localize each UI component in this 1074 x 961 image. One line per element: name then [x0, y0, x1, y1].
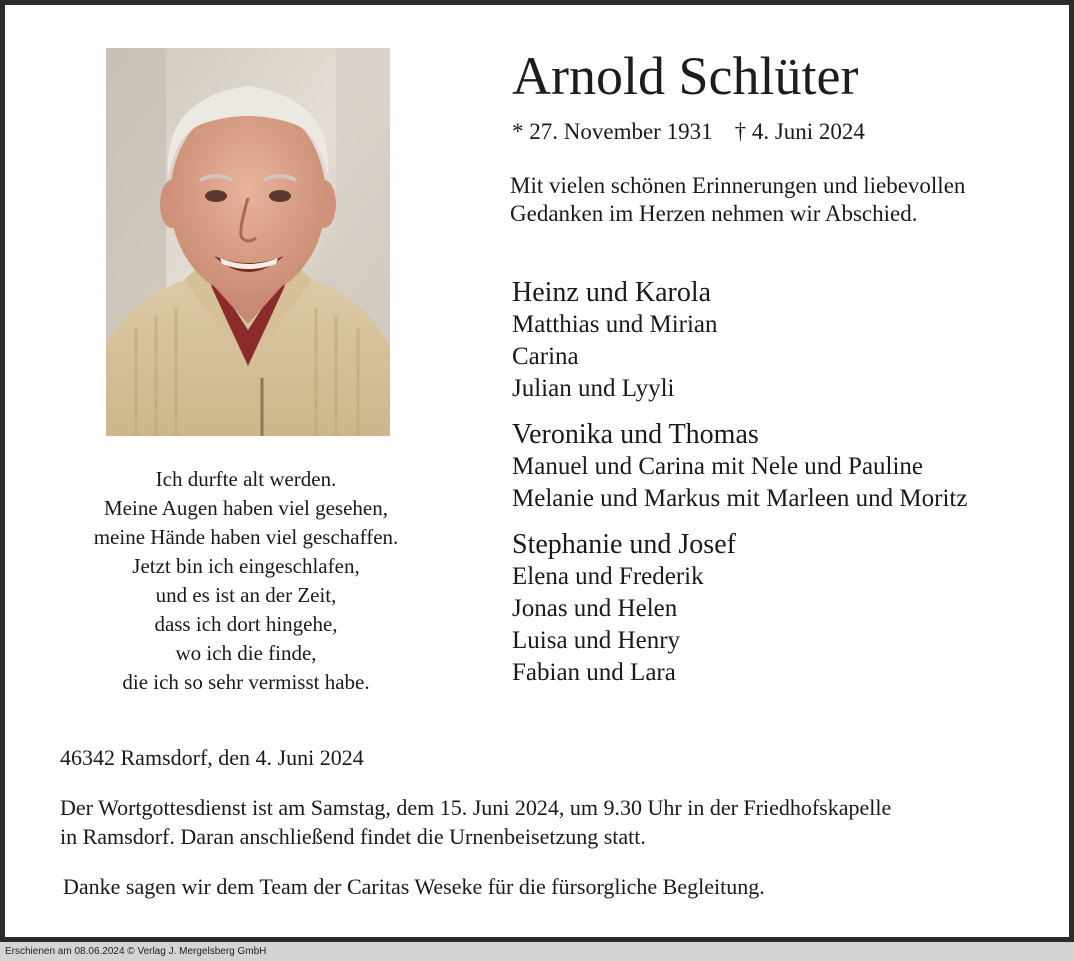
- family-head: Heinz und Karola: [512, 277, 712, 308]
- family-member: Julian und Lyyli: [512, 375, 675, 402]
- thanks-note: Danke sagen wir dem Team der Caritas Weseke für die fürsorgliche Begleitung.: [63, 874, 765, 899]
- service-line: Der Wortgottesdienst ist am Samstag, dem 15. Juni 2024, um 9.30 Uhr in der Friedhofskapelle: [60, 795, 892, 820]
- family-member: Matthias und Mirian: [512, 311, 718, 338]
- family-head: Stephanie und Josef: [512, 529, 736, 560]
- poem-line: meine Hände haben viel geschaffen.: [93, 525, 399, 549]
- life-dates: [512, 118, 865, 146]
- family-group: [512, 276, 1052, 405]
- farewell-line: Mit vielen schönen Erinnerungen und liebevollen: [510, 173, 966, 198]
- poem-line: dass ich dort hingehe,: [154, 612, 338, 636]
- family-head: Veronika und Thomas: [512, 419, 759, 450]
- family-member: Elena und Frederik: [512, 563, 704, 590]
- place-date: 46342 Ramsdorf, den 4. Juni 2024: [60, 745, 364, 770]
- poem-line: und es ist an der Zeit,: [155, 583, 337, 607]
- birth-date: * 27. November 1931: [512, 119, 713, 144]
- family-member: Manuel und Carina mit Nele und Pauline: [512, 453, 924, 480]
- family-member: Carina: [512, 343, 579, 370]
- portrait-photo: [106, 48, 390, 436]
- family-member: Luisa und Henry: [512, 627, 681, 654]
- poem-line: Meine Augen haben viel gesehen,: [104, 496, 388, 520]
- farewell-line: Gedanken im Herzen nehmen wir Abschied.: [510, 201, 918, 226]
- footer-text: Erschienen am 08.06.2024 © Verlag J. Mergelsberg GmbH: [5, 946, 267, 957]
- family-group: [512, 528, 1052, 689]
- service-line: in Ramsdorf. Daran anschließend findet die Urnenbeisetzung statt.: [60, 824, 646, 849]
- service-info: [60, 793, 1060, 851]
- family-group: [512, 418, 1052, 515]
- memorial-poem: [50, 465, 442, 697]
- poem-line: Ich durfte alt werden.: [155, 467, 337, 491]
- family-member: Fabian und Lara: [512, 659, 676, 686]
- mourners-list: [512, 276, 1052, 702]
- poem-line: wo ich die finde,: [175, 641, 317, 665]
- family-member: Jonas und Helen: [512, 595, 678, 622]
- death-date: † 4. Juni 2024: [734, 119, 865, 144]
- publication-footer: [0, 942, 1074, 961]
- deceased-name: Arnold Schlüter: [512, 46, 859, 106]
- poem-line: die ich so sehr vermisst habe.: [122, 670, 370, 694]
- poem-line: Jetzt bin ich eingeschlafen,: [132, 554, 360, 578]
- family-member: Melanie und Markus mit Marleen und Moritz: [512, 485, 968, 512]
- farewell-text: [510, 172, 1050, 228]
